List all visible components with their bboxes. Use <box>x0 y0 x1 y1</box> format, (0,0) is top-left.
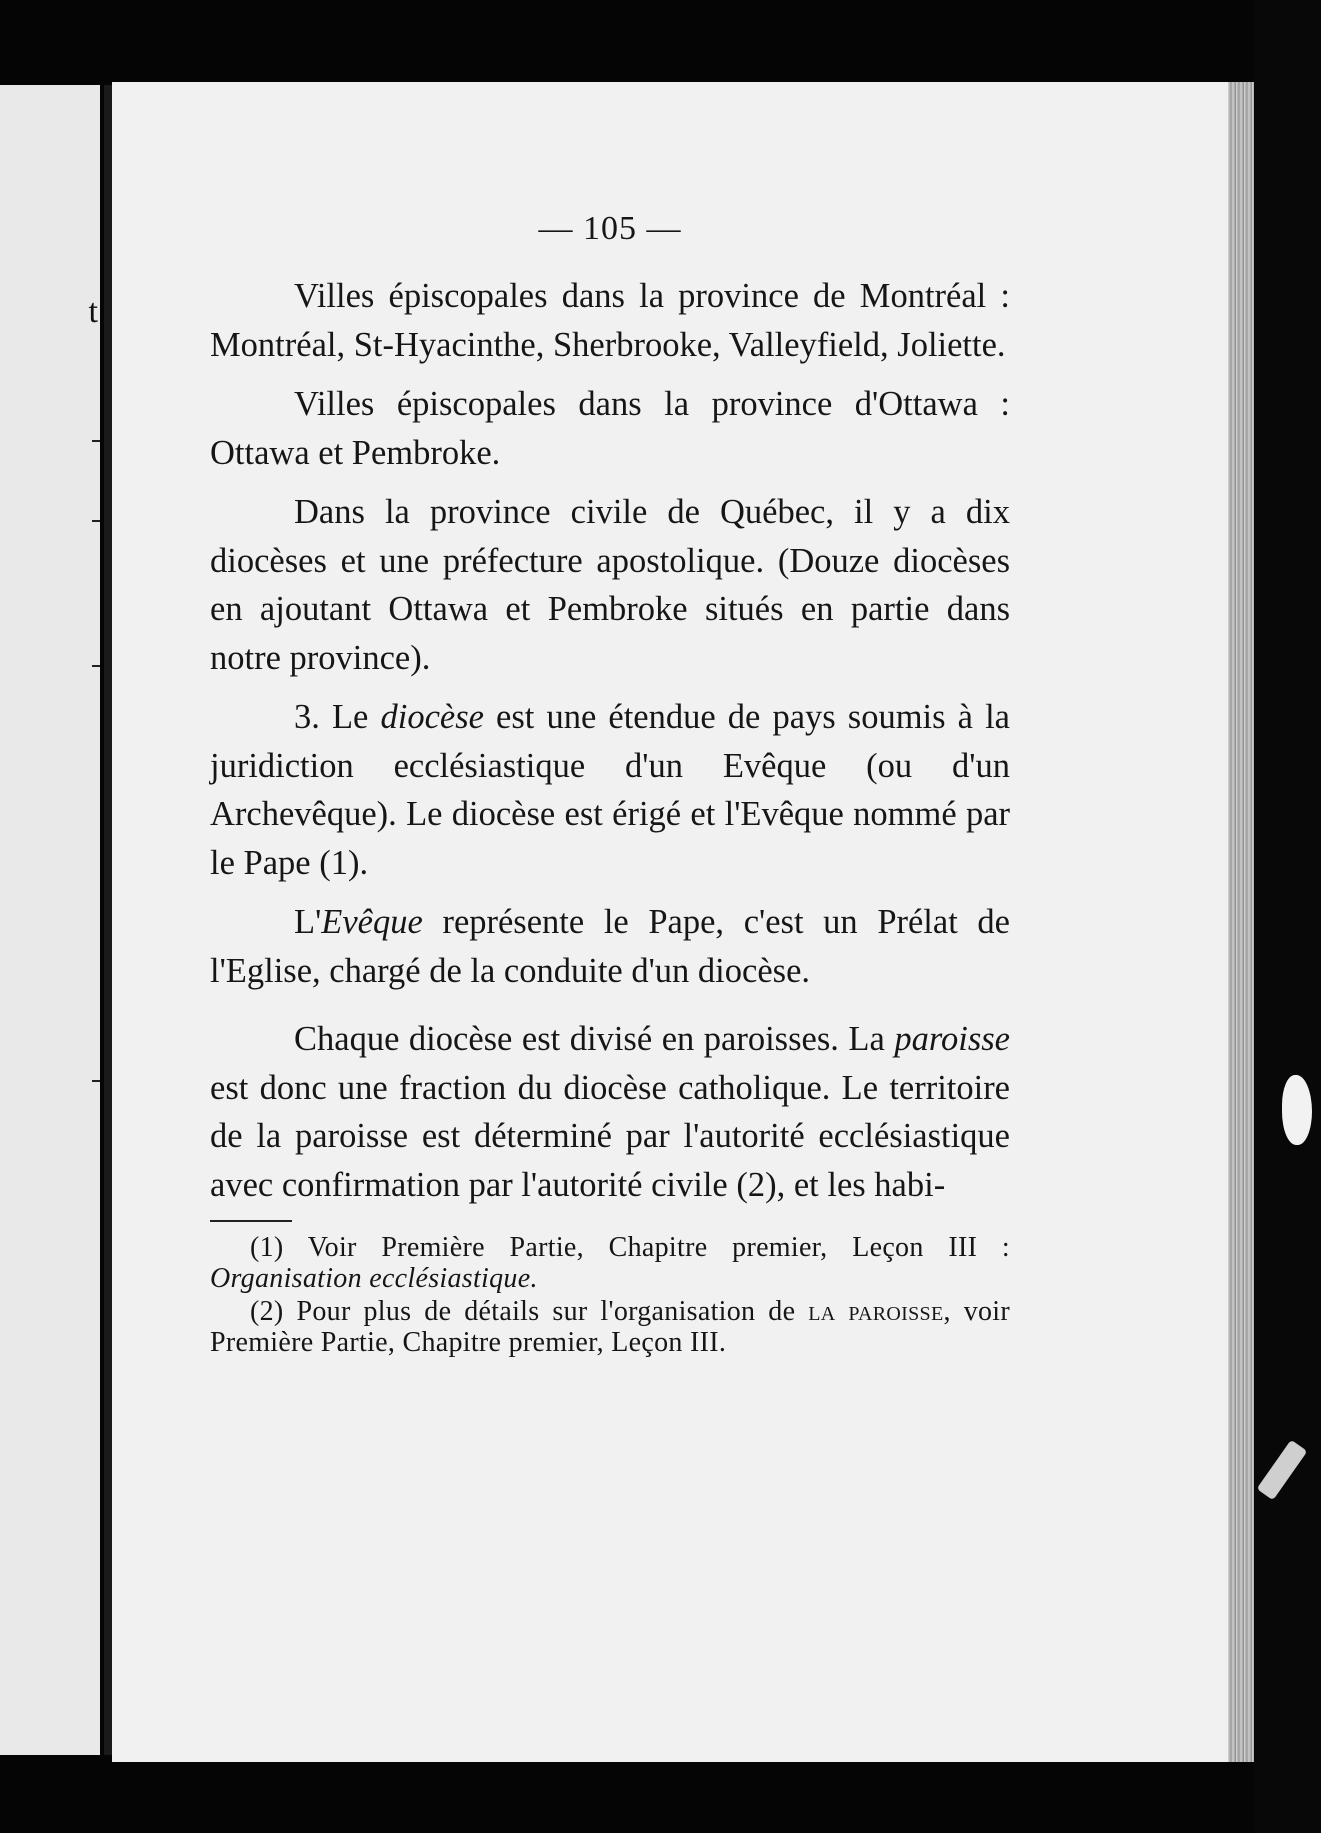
book-gutter <box>104 85 112 1755</box>
paragraph-text: 3. Le <box>294 698 381 736</box>
scan-background <box>1254 0 1321 1833</box>
paragraph: Dans la province civile de Québec, il y a dix diocèses et une préfecture apostolique. (Douze diocèses en ajoutant Ottawa et Pembroke situés en partie dans notre province). <box>210 493 1010 677</box>
footnote-title: Organisation ecclésiastique. <box>210 1263 538 1294</box>
paragraph-text: est une étendue de pays soumis à la juridiction ecclésiastique d'un Evêque (ou d'un Archevêque). Le diocèse est érigé et l'Evêque nommé par le Pape (1). <box>210 698 1010 882</box>
left-page-edge <box>0 85 100 1755</box>
paragraph: Villes épiscopales dans la province d'Ottawa : Ottawa et Pembroke. <box>210 385 1010 472</box>
paper-tear <box>1282 1075 1312 1145</box>
footnote <box>210 1296 1010 1358</box>
paragraph <box>210 693 1010 887</box>
left-page-mark <box>92 1080 100 1082</box>
paragraph-text: représente le Pape, c'est un Prélat de l'Eglise, chargé de la conduite d'un diocèse. <box>210 903 1010 990</box>
footnote-separator <box>210 1220 292 1222</box>
left-page-mark <box>92 665 100 667</box>
page-number: — 105 — <box>538 210 682 247</box>
paragraph-text: L' <box>294 903 322 941</box>
footnote-text: (2) Pour plus de détails sur l'organisation de <box>250 1296 809 1327</box>
page-edge <box>1228 82 1254 1762</box>
left-page-text-fragment: t <box>88 293 98 330</box>
italic-term: Evêque <box>321 903 423 941</box>
italic-term: paroisse <box>894 1020 1010 1058</box>
footnote-text: , voir Première Partie, Chapitre premier, Leçon III. <box>210 1296 1010 1358</box>
paragraph: Villes épiscopales dans la province de Montréal : Montréal, St-Hyacinthe, Sherbrooke, Valleyfield, Joliette. <box>210 277 1010 364</box>
footnote-smallcaps: la paroisse <box>808 1296 944 1327</box>
paragraph-text: est donc une fraction du diocèse catholique. Le territoire de la paroisse est déterminé par l'autorité ecclésiastique avec confirmation par l'autorité civile (2), et les habi- <box>210 1068 1010 1204</box>
footnote-text: (1) Voir Première Partie, Chapitre premier, Leçon III : <box>250 1232 1010 1263</box>
paragraph <box>210 1015 1010 1209</box>
left-page-mark <box>92 440 100 442</box>
left-page-mark <box>92 520 100 522</box>
italic-term: diocèse <box>380 698 484 736</box>
paragraph-text: Chaque diocèse est divisé en paroisses. La <box>294 1020 895 1058</box>
paragraph <box>210 898 1010 995</box>
footnote <box>210 1232 1010 1294</box>
page-text <box>210 210 1010 1360</box>
